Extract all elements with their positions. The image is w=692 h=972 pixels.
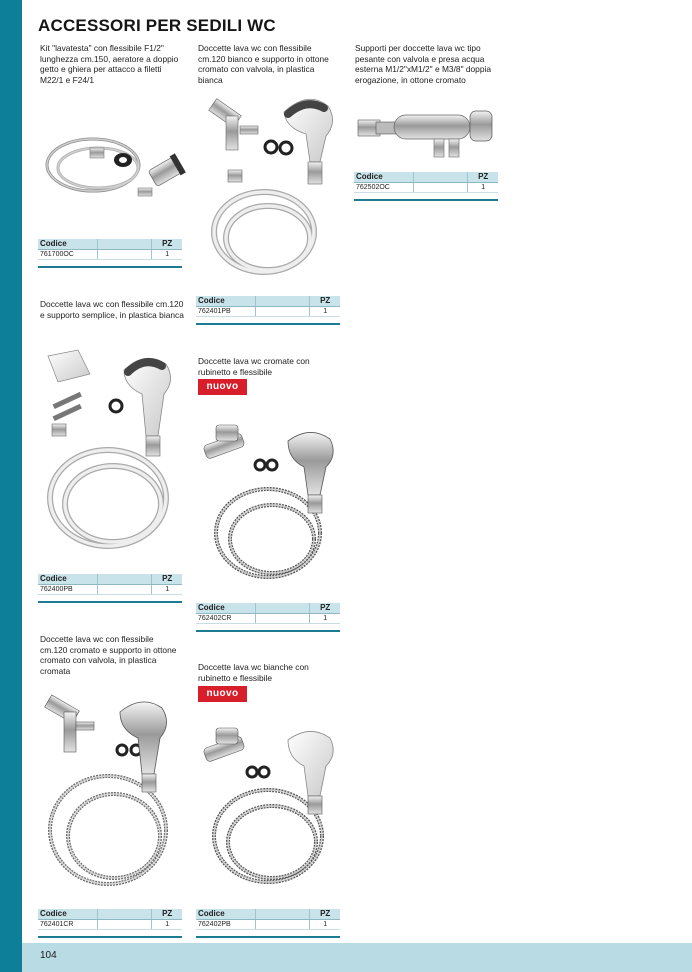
product-photo-white-simple-support [38,348,186,568]
code-table [196,296,340,325]
product-qty: 1 [151,920,182,929]
code-header: Codice [356,172,383,181]
product-code: 762401PB [198,308,231,315]
code-table [196,603,340,632]
product-photo-heavy-valve-support [354,105,498,165]
product-description: Supporti per doccette lava wc tipo pesante con valvola e presa acqua esterna M1/2"xM1/2" e M3/8" doppia erogazione, in ottone cromato [355,43,492,85]
code-header: Codice [198,296,225,305]
qty-header: PZ [151,239,182,249]
product-qty: 1 [309,307,340,316]
code-header: Codice [40,239,67,248]
new-badge: nuovo [198,379,247,395]
product-description: Kit "lavatesta" con flessibile F1/2" lunghezza cm.150, aeratore a doppio getto e ghiera per attacco a filetti M22/1 e F24/1 [40,43,179,85]
qty-header: PZ [309,909,340,919]
code-table [354,172,498,201]
product-code: 762502OC [356,184,390,191]
qty-header: PZ [467,172,498,182]
product-photo-chrome-tap-shower [196,415,344,590]
product-code: 762402CR [198,615,232,622]
page-title: ACCESSORI PER SEDILI WC [38,16,276,35]
code-header: Codice [40,574,67,583]
code-header: Codice [198,909,225,918]
qty-header: PZ [309,296,340,306]
code-header: Codice [40,909,67,918]
product-code: 761700OC [40,251,74,258]
new-badge: nuovo [198,686,247,702]
product-description: Doccette lava wc con flessibile cm.120 cromato e supporto in ottone cromato con valvola, in plastica cromata [40,634,177,676]
product-code: 762401CR [40,921,74,928]
product-code: 762400PB [40,586,73,593]
product-description: Doccette lava wc cromate con rubinetto e flessibile [198,356,310,377]
product-description: Doccette lava wc con flessibile cm.120 bianco e supporto in ottone cromato con valvola, in plastica bianca [198,43,329,85]
product-description: Doccette lava wc con flessibile cm.120 e supporto semplice, in plastica bianca [40,299,184,320]
side-accent-bar [0,0,22,972]
product-code: 762402PB [198,921,231,928]
code-table [38,239,182,268]
qty-header: PZ [309,603,340,613]
product-photo-hose-kit [38,110,186,220]
qty-header: PZ [151,909,182,919]
product-photo-white-tap-shower [196,716,344,896]
product-description: Doccette lava wc bianche con rubinetto e flessibile [198,662,309,683]
footer-bar [22,943,692,972]
product-qty: 1 [467,183,498,192]
qty-header: PZ [151,574,182,584]
code-header: Codice [198,603,225,612]
product-qty: 1 [151,585,182,594]
code-table [38,909,182,938]
product-photo-chrome-valve-shower [38,690,186,900]
product-photo-white-bidet-shower [196,92,344,288]
page-number: 104 [40,950,57,961]
product-qty: 1 [151,250,182,259]
product-qty: 1 [309,920,340,929]
product-qty: 1 [309,614,340,623]
code-table [196,909,340,938]
code-table [38,574,182,603]
